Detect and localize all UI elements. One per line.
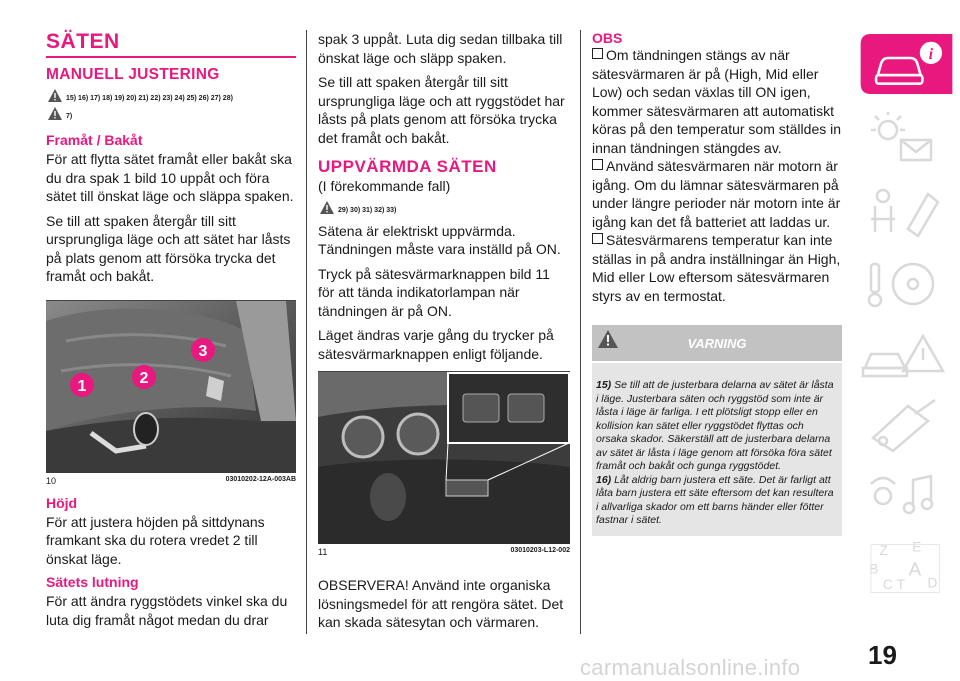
heading-forward-back: Framåt / Bakåt	[46, 132, 143, 148]
figure-caption	[318, 544, 570, 560]
page-number: 19	[868, 640, 897, 670]
sidebar-tab-index[interactable]	[853, 536, 960, 596]
paragraph-notice: OBSERVERA! Använd inte organiska lösningsmedel för att rengöra sätet. Det kan skada sätesytan och värmaren.	[318, 577, 564, 630]
column-middle	[318, 30, 570, 638]
note-item	[592, 157, 842, 231]
seat-heater-photo	[318, 372, 570, 544]
paragraph: För att justera höjden på sittdynans framkant ska du rotera vredet 2 till önskat läge.	[46, 513, 265, 567]
paragraph: Läget ändras varje gång du trycker på sätesvärmarknappen enligt följande.	[318, 327, 554, 362]
warning-triangle-icon	[598, 330, 618, 348]
warning-item	[596, 379, 838, 474]
index-letter: Z	[879, 542, 888, 558]
heading-tilt: Sätets lutning	[46, 574, 139, 590]
warning-text: Se till att de justerbara delarna av sätet är låsta i läge. Justerbara säten och ryggstöd som inte är låsta i läge är farliga. I ett plötsligt stopp eller en kollision kan sätet eller ryggstödet flyttas och orsaka skador. Säkerställ att de justerbara delarna av sätet är låsta i läge genom att försöka föra sätet framåt och bakåt och gunga ryggstödet.	[596, 379, 834, 472]
callout-2: 2	[139, 369, 149, 387]
obs-title: OBS	[592, 30, 623, 46]
warning-refs-text: 15) 16) 17) 18) 19) 20) 21) 22) 23) 24) 25) 26) 27) 28)	[66, 95, 233, 102]
warning-refs	[48, 88, 296, 102]
figure-code: 03010203-L12-002	[510, 547, 570, 554]
figure-number: 11	[318, 547, 328, 557]
seat-adjustment-photo	[46, 301, 296, 473]
callout-3: 3	[198, 342, 208, 360]
figure-code: 03010202-12A-003AB	[225, 475, 296, 483]
note-text: Om tändningen stängs av när sätesvärmaren är på (High, Mid eller Low) och sedan växlas till ON igen, kommer sätesvärmaren att automatiskt köras på den temperatur som ställdes in innan tändningen stängdes av.	[592, 47, 842, 156]
note-item	[592, 231, 842, 305]
note-text: Sätesvärmarens temperatur kan inte ställas in på andra inställningar än High, Mid eller Low eftersom sätesvärmaren styrs av en termostat.	[592, 232, 841, 304]
index-letter: C	[882, 577, 893, 593]
warning-triangle-icon	[48, 107, 62, 120]
paragraph: Se till att spaken återgår till sitt ursprungliga läge och att sätet har låsts på plats genom att försöka trycka det framåt och bakåt.	[46, 212, 291, 284]
warning-title: VARNING	[687, 335, 747, 351]
paragraph: Tryck på sätesvärmarknappen bild 11 för att tända indikatorlampan när tändningen är på ON.	[318, 265, 550, 319]
subsection-title: MANUELL JUSTERING	[46, 66, 220, 83]
column-right	[592, 30, 842, 536]
checkbox-icon	[592, 48, 603, 59]
paragraph: spak 3 uppåt. Luta dig sedan tillbaka till önskat läge och släpp spaken.	[318, 31, 563, 66]
note-text: Använd sätesvärmaren när motorn är igång. Om du lämnar sätesvärmaren på under längre perioder när motorn inte är igång kan det få batteriet att laddas ur.	[592, 158, 841, 230]
column-divider	[306, 30, 307, 634]
warning-header	[592, 325, 842, 361]
section-title: UPPVÄRMDA SÄTEN	[318, 157, 497, 176]
warning-triangle-icon	[48, 89, 62, 102]
info-icon: i	[928, 45, 934, 63]
sidebar-tab-starting-driving[interactable]	[853, 254, 960, 314]
sidebar-tab-car-info[interactable]	[853, 34, 960, 94]
index-letter: B	[869, 561, 879, 577]
title-rule	[46, 56, 296, 58]
heading-height: Höjd	[46, 494, 78, 511]
paragraph: För att ändra ryggstödets vinkel ska du luta dig framåt något medan du drar	[46, 593, 288, 628]
warning-triangle-icon	[320, 201, 334, 214]
figure-10	[46, 300, 296, 489]
warning-refs-text: 29) 30) 31) 32) 33)	[338, 206, 397, 214]
notice-refs	[48, 106, 296, 120]
figure-11	[318, 371, 570, 560]
warning-number: 16)	[596, 473, 612, 486]
sidebar-tab-lights-messages[interactable]	[853, 112, 960, 172]
paragraph: Se till att spaken återgår till sitt ursprungliga läge och att ryggstödet har låsts på plats genom att försöka trycka det framåt och bakåt.	[318, 74, 565, 146]
sidebar-tab-emergency[interactable]	[853, 326, 960, 386]
warning-refs	[320, 200, 570, 214]
column-divider	[580, 30, 581, 634]
warning-number: 15)	[596, 379, 612, 391]
paragraph: Sätena är elektriskt uppvärmda. Tändningen måste vara inställd på ON.	[318, 222, 561, 257]
note-item	[592, 46, 842, 157]
figure-number: 10	[46, 475, 57, 486]
index-letter: A	[908, 558, 922, 580]
callout-1: 1	[77, 377, 87, 395]
optional-note: (I förekommande fall)	[318, 178, 451, 194]
paragraph: För att flytta sätet framåt eller bakåt ska du dra spak 1 bild 10 uppåt och föra sätet till önskat läge och släppa spaken.	[46, 151, 294, 204]
sidebar-tab-maintenance[interactable]	[853, 396, 960, 456]
sidebar-tab-multimedia[interactable]	[853, 466, 960, 526]
column-left	[46, 30, 296, 635]
watermark: carmanualsonline.info	[580, 655, 801, 680]
sidebar-tab-safety[interactable]	[853, 184, 960, 244]
figure-caption	[46, 473, 296, 489]
warning-text: Låt aldrig barn justera ett säte. Det är farligt att låta barn justera ett säte eftersom det kan resultera i allvarliga skador om ett barns händer eller fötter fastnar i sätet.	[596, 473, 834, 526]
warning-item	[596, 474, 838, 528]
warning-body	[592, 361, 842, 536]
section-title: SÄTEN	[46, 30, 120, 53]
warning-box	[592, 325, 842, 536]
index-letter: T	[896, 577, 906, 593]
checkbox-icon	[592, 159, 603, 170]
notice-refs-text: 7)	[66, 113, 73, 120]
checkbox-icon	[592, 233, 603, 244]
index-letter: D	[927, 575, 938, 591]
index-letter: E	[912, 539, 922, 555]
